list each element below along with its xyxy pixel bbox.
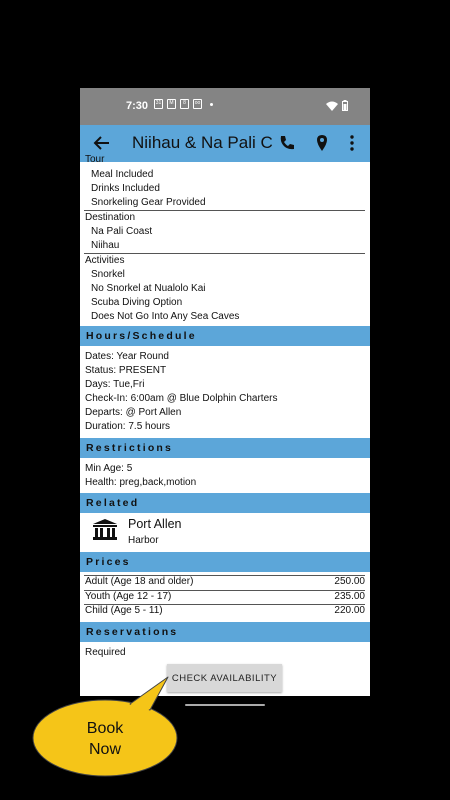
activities-heading: Activities (85, 255, 125, 266)
list-item: Scuba Diving Option (91, 297, 183, 308)
section-header-reservations (80, 622, 370, 642)
voicemail-icon: oo (193, 99, 202, 109)
calendar-icon: 31 (154, 99, 163, 109)
list-item: Snorkeling Gear Provided (91, 197, 206, 208)
home-handle[interactable] (185, 704, 265, 706)
status-time: 7:30 (126, 100, 149, 112)
notification-icons (154, 99, 213, 109)
list-item: Niihau (91, 240, 120, 251)
section-title: Prices (86, 556, 131, 568)
list-item: Na Pali Coast (91, 226, 153, 237)
schedule-line: Status: PRESENT (85, 365, 167, 376)
wifi-icon (326, 101, 338, 111)
price-label: Youth (Age 12 - 17) (85, 591, 172, 602)
divider (84, 210, 365, 211)
section-header-restrictions (80, 438, 370, 458)
page-title: Niihau & Na Pali C (132, 133, 273, 152)
divider (84, 253, 365, 254)
restriction-line: Min Age: 5 (85, 463, 133, 474)
section-title: Restrictions (86, 442, 174, 454)
price-row (85, 591, 365, 604)
schedule-line: Days: Tue,Fri (85, 379, 145, 390)
section-title: Reservations (86, 626, 179, 638)
section-header-hours (80, 326, 370, 346)
tour-details (80, 154, 370, 696)
callout-line: Book (86, 720, 124, 737)
price-amount: 235.00 (334, 591, 365, 602)
phone-screen (80, 88, 370, 712)
price-amount: 220.00 (334, 605, 365, 616)
list-item: No Snorkel at Nualolo Kai (91, 283, 206, 294)
list-item: Drinks Included (91, 183, 160, 194)
more-notifications-dot-icon (210, 103, 213, 106)
destination-heading: Destination (85, 212, 136, 223)
list-item: Does Not Go Into Any Sea Caves (91, 311, 240, 322)
callout-line: Now (88, 741, 121, 758)
status-bar (80, 88, 370, 125)
section-header-related (80, 493, 370, 513)
price-row (85, 605, 365, 618)
app-bar (80, 125, 370, 162)
schedule-line: Duration: 7.5 hours (85, 421, 171, 432)
tour-heading: Tour (85, 154, 105, 165)
section-title: Hours/Schedule (86, 330, 197, 342)
list-item: Snorkel (91, 269, 125, 280)
related-place-type: Harbor (128, 535, 159, 546)
related-place-name[interactable]: Port Allen (128, 517, 182, 531)
schedule-line: Departs: @ Port Allen (85, 407, 182, 418)
price-amount: 250.00 (334, 576, 365, 587)
reservation-status: Required (85, 647, 126, 658)
more-vert-icon[interactable] (342, 133, 362, 153)
location-pin-icon[interactable] (312, 133, 332, 153)
price-label: Adult (Age 18 and older) (85, 576, 194, 587)
schedule-line: Check-In: 6:00am @ Blue Dolphin Charters (85, 393, 278, 404)
building-icon[interactable] (92, 518, 118, 540)
arrow-back-icon[interactable] (92, 133, 112, 153)
notification-icon: 8 (180, 99, 189, 109)
battery-icon (342, 100, 348, 111)
schedule-line: Dates: Year Round (85, 351, 169, 362)
phone-icon[interactable] (277, 133, 297, 153)
list-item: Meal Included (91, 169, 154, 180)
check-availability-button[interactable]: CHECK AVAILABILITY (167, 664, 282, 692)
system-icons (326, 100, 348, 111)
gmail-icon: M (167, 99, 176, 109)
restriction-line: Health: preg,back,motion (85, 477, 197, 488)
section-header-prices (80, 552, 370, 572)
price-row (85, 576, 365, 589)
section-title: Related (86, 497, 140, 509)
callout-text (70, 718, 140, 760)
price-label: Child (Age 5 - 11) (85, 605, 163, 616)
